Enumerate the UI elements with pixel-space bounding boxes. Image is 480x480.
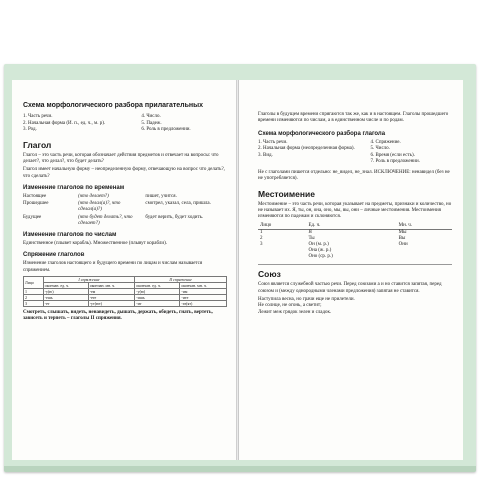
left-page — [12, 80, 237, 460]
table-header: Лицо — [258, 223, 307, 230]
pronoun-definition: Местоимение – это часть речи, которая указывает на предметы, признаки и количество, но не называет их. Я, ты, он, она, оно, мы, вы, они – личные местоимения. Местоимения изменяются по падежам и склоняются. — [258, 201, 452, 220]
list-item: 1. Часть речи. — [258, 139, 288, 145]
table-row: 1 Я Мы — [260, 230, 407, 236]
tense-heading: Изменение глаголов по временам — [23, 184, 125, 191]
verb-heading: Глагол — [23, 139, 52, 150]
table-row: 3 Он (м. р.) Она (ж. р.) Оно (ср. р.) Они — [260, 242, 408, 260]
table-subheader: окончан. мн. ч. — [88, 282, 135, 288]
table-row: 3 -ет -ут(ют) -ит -ат(ят) — [24, 300, 227, 306]
table-header: Мн. ч. — [397, 223, 452, 230]
list-item: 4. Спряжение. — [370, 139, 401, 145]
verb-initial-form: Глагол имеет начальную форму – неопределенную форму, отвечающую на вопрос что делать?, что сделать? — [23, 167, 225, 179]
divider — [258, 264, 452, 265]
conjugation-exceptions: Смотреть, слышать, видеть, ненавидеть, дышать, держать, обидеть, гнать, вертеть, зависеть и терпеть – глаголы II спряжения. — [23, 309, 213, 322]
table-subheader: окончан. ед. ч. — [135, 282, 180, 288]
future-tense-note: Глаголы в будущем времени спрягаются так же, как и в настоящем. Глаголы прошедшего времени изменяются по числам, а в единственном числе и по родам. — [258, 112, 449, 124]
adjective-scheme-title: Схема морфологического разбора прилагательных — [23, 102, 204, 109]
list-item: 5. Падеж. — [141, 120, 162, 126]
list-item: 4. Число. — [141, 114, 161, 119]
list-item: 3. Род. — [23, 127, 37, 133]
list-item: 2. Начальная форма (И. п., ед. ч., м. р). — [23, 120, 106, 126]
right-page — [238, 80, 463, 460]
conjugation-text: Изменение глаголов настоящего и будущего времени по лицам и числам называется спряжением. — [23, 261, 203, 273]
pronoun-heading: Местоимение — [258, 188, 315, 199]
list-item: 7. Роль в предложении. — [370, 159, 420, 165]
table-header: I спряжение — [43, 276, 135, 282]
table-row: 1 -у(ю) -ем -у(ю) -им — [24, 288, 227, 294]
conjunction-text: Союз является служебной частью речи. Перед союзами а и но ставится запятая, перед союзом и (между однородными членами предложения) запятая не ставится. — [258, 282, 442, 294]
list-item: 5. Число. — [370, 146, 390, 152]
table-header: Ед. ч. — [307, 223, 397, 230]
tense-row: Настоящее (что делает?) пишет, учится. — [23, 193, 177, 199]
ne-rule: Не с глаголами пишется отдельно: не_видел, не_знал. ИСКЛЮЧЕНИЕ: ненавидел (без не не употребляется). — [258, 169, 450, 182]
tense-row: Прошедшее (что делал(а)?, что сделал(а)?) смотрел, указал, села, пришла. — [23, 201, 211, 213]
tense-row: Будущее (что будет делать?, что сделает?) будет верить, будет ходить. — [23, 214, 204, 226]
table-header: II спряжение — [135, 276, 227, 282]
example-line: Лежит меж грядок зелен и сладок. — [258, 309, 332, 315]
table-subheader: окончан. ед. ч. — [43, 282, 88, 288]
adjective-scheme-list — [23, 114, 227, 134]
verb-definition: Глагол – это часть речи, которая обозначает действия предметов и отвечает на вопросы: что делает?, что делал?, что будет делать? — [23, 152, 219, 165]
list-item: 3. Вид. — [258, 152, 273, 158]
table-subheader: окончан. мн. ч. — [180, 282, 227, 288]
list-item: 1. Часть речи. — [23, 114, 53, 119]
example-line: Не солнце, не огонь, а светит; — [258, 303, 322, 309]
list-item: 6. Время (если есть). — [370, 152, 415, 158]
list-item: 2. Начальная форма (неопределенная форма). — [258, 146, 355, 152]
conjugation-table — [23, 276, 227, 307]
list-item: 6. Роль в предложении. — [141, 127, 191, 133]
number-text: Единственное (плывет корабль). Множественное (плывут корабли). — [23, 240, 168, 246]
table-row: 2 Ты Вы — [260, 236, 406, 242]
conjunction-heading: Союз — [258, 269, 281, 280]
table-header: Лицо — [24, 276, 44, 288]
number-heading: Изменение глаголов по числам — [23, 231, 117, 238]
book-cover-edge — [4, 466, 476, 472]
verb-scheme-list — [258, 140, 452, 166]
table-row: 2 -ешь -ете -ишь -ите — [24, 294, 227, 300]
pronoun-table — [258, 223, 452, 260]
example-line: Наступила весна, но грачи еще не прилетели. — [258, 297, 355, 303]
verb-scheme-title: Схема морфологического разбора глагола — [258, 130, 386, 137]
conjugation-heading: Спряжение глаголов — [23, 252, 85, 259]
